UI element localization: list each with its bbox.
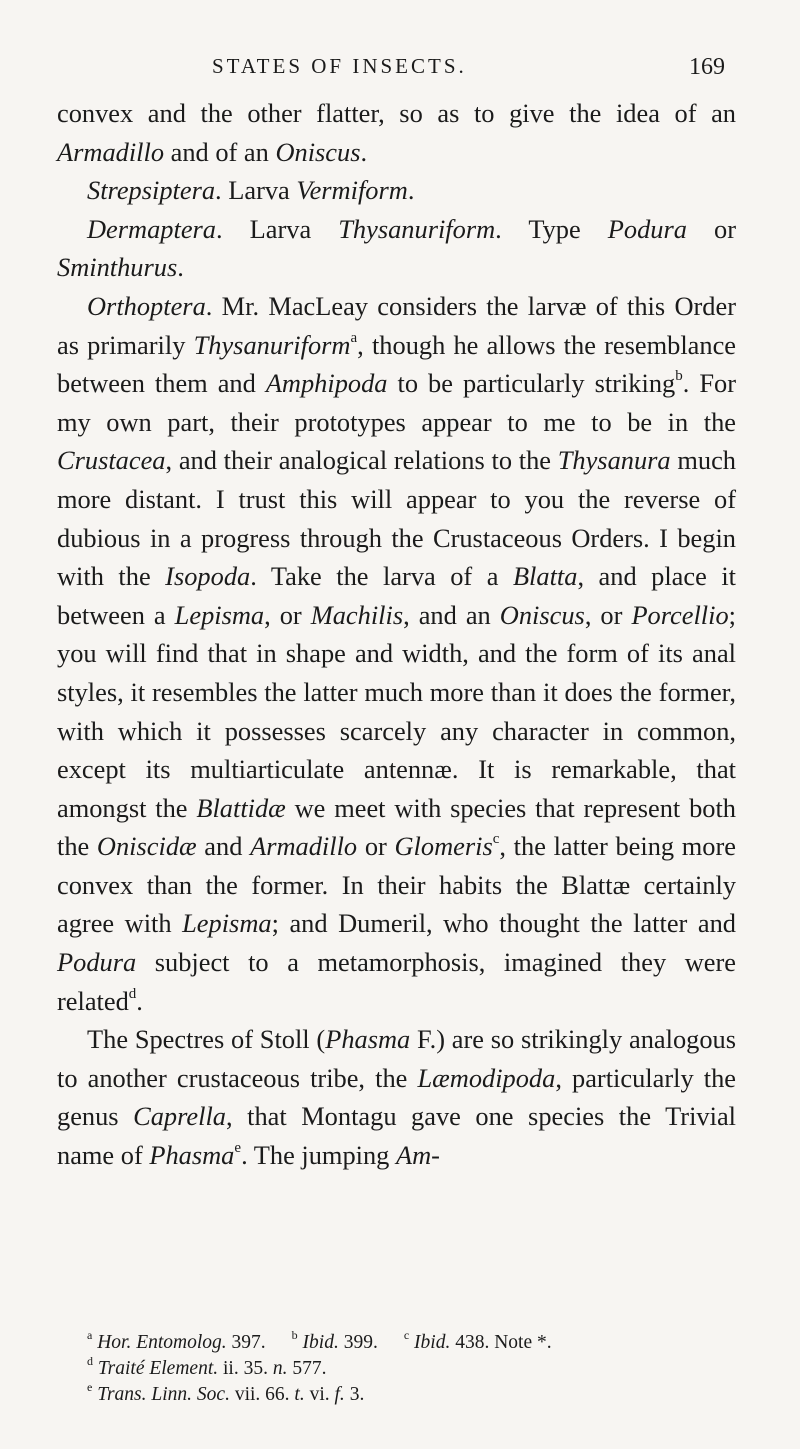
italic-term: Blattidæ	[196, 792, 286, 823]
italic-term: Armadillo	[57, 136, 165, 167]
paragraph-strepsiptera	[57, 171, 736, 210]
text-run: .	[360, 136, 368, 167]
paragraph-orthoptera	[57, 287, 736, 1020]
italic-term: Oniscidæ	[96, 831, 197, 862]
italic-term: Armadillo	[250, 831, 358, 862]
text-run: much more distant. I trust this will appear to you the reverse of dubious in a progress through the Crustaceous Orders. I begin with the	[57, 445, 736, 592]
italic-term: Vermiform	[296, 175, 408, 206]
footnote-mark: c	[403, 1327, 410, 1342]
text-run: convex and the other flatter, so as to give the idea of an	[57, 98, 736, 128]
italic-term: Isopoda	[165, 561, 251, 592]
footnote-text: 397.	[226, 1332, 266, 1353]
italic-term: Oniscus	[275, 136, 361, 167]
text-run: . Larva	[216, 213, 339, 244]
text-run: ; you will find that in shape and width, and the form of its anal styles, it resembles the latter much more than it does the former, with which it possesses scarcely any character in common, except its multiarticulate antennæ. It is remarkable, that amongst the	[57, 599, 737, 823]
footnotes	[87, 1327, 747, 1408]
page-number: 169	[689, 54, 725, 80]
text-run: . Mr. MacLeay considers the larvæ of this Order as primarily	[57, 290, 736, 360]
footnote-line	[87, 1379, 747, 1408]
text-run: , particularly the genus	[57, 1062, 737, 1132]
footnote-source: Ibid.	[302, 1332, 339, 1353]
footnote-line	[87, 1327, 747, 1356]
italic-term: Podura	[607, 213, 687, 244]
text-run: .	[136, 985, 143, 1016]
italic-term: Thysanura	[557, 445, 671, 476]
footnote-ref: d	[128, 985, 137, 1002]
italic-term: Porcellio	[631, 599, 729, 630]
italic-term: Thysanuriform	[338, 213, 496, 244]
text-run: and of an	[164, 136, 276, 167]
text-run: . Larva	[215, 175, 297, 206]
footnote-ref: e	[234, 1140, 242, 1157]
text-run: The Spectres of Stoll (	[87, 1024, 326, 1055]
text-run: , or	[584, 599, 632, 630]
footnote-text: vii. 66.	[229, 1384, 295, 1405]
footnote-text: n.	[272, 1358, 288, 1379]
footnote-text: vi.	[304, 1384, 335, 1405]
text-run: , and their analogical relations to the	[165, 445, 558, 476]
italic-term: Strepsiptera	[87, 175, 216, 206]
text-run: , that Montagu gave one species the Trivial name of	[57, 1101, 736, 1171]
text-run: and	[196, 831, 251, 862]
italic-term: Crustacea	[57, 445, 166, 476]
italic-term: Lepisma	[174, 599, 265, 630]
text-run: F.) are so strikingly analogous to another crustaceous tribe, the	[57, 1024, 736, 1093]
paragraph-dermaptera	[57, 210, 736, 287]
footnote-text: f.	[334, 1384, 345, 1405]
italic-term: Orthoptera	[87, 290, 206, 321]
text-run: .	[177, 252, 184, 283]
text-run: or	[686, 213, 736, 244]
text-run: , though he allows the resemblance between them and	[57, 329, 736, 399]
footnote-source: Ibid.	[414, 1332, 451, 1353]
page-header	[0, 54, 800, 84]
footnote-mark: b	[291, 1327, 298, 1342]
footnote-mark: a	[87, 1327, 93, 1342]
italic-term: Phasma	[149, 1140, 235, 1171]
footnote-ref: a	[350, 329, 358, 346]
footnote-source: Traité Element.	[97, 1358, 219, 1379]
text-run: , and an	[403, 599, 500, 630]
footnote-text: 3.	[344, 1384, 365, 1405]
italic-term: Læmodipoda	[417, 1062, 556, 1093]
italic-term: Lepisma	[182, 908, 272, 939]
footnote-text: 399.	[338, 1332, 378, 1353]
text-run: . For my own part, their prototypes appear to me to be in the	[57, 368, 736, 437]
italic-term: Thysanuriform	[193, 329, 351, 360]
text-run: ; and Dumeril, who thought the latter and	[271, 908, 736, 939]
footnote-text: 577.	[287, 1358, 327, 1379]
italic-term: Blatta	[512, 561, 578, 592]
footnote-ref: c	[492, 831, 500, 848]
body-text	[57, 94, 736, 1175]
footnote-text: 438. Note *.	[450, 1332, 552, 1353]
text-run: to be particularly striking	[387, 368, 676, 399]
footnote-source: Hor. Entomolog.	[97, 1332, 227, 1353]
italic-term: Dermaptera	[87, 213, 217, 244]
text-run: . The jumping	[241, 1140, 396, 1171]
italic-term: Am-	[395, 1140, 440, 1171]
text-run: , and place it between a	[57, 561, 736, 630]
footnote-mark: d	[87, 1353, 93, 1368]
text-run: we meet with species that represent both the	[57, 792, 736, 862]
text-run: subject to a metamorphosis, imagined they were related	[57, 947, 736, 1016]
italic-term: Oniscus	[499, 599, 585, 630]
italic-term: Podura	[57, 947, 137, 978]
text-run: or	[357, 831, 395, 862]
italic-term: Amphipoda	[265, 368, 388, 399]
footnote-line	[87, 1353, 747, 1382]
footnote-mark: e	[87, 1379, 93, 1394]
footnote-ref: b	[675, 368, 683, 385]
italic-term: Glomeris	[394, 831, 493, 862]
text-run: . Type	[495, 213, 608, 244]
paragraph-spectres	[57, 1020, 736, 1174]
italic-term: Phasma	[325, 1024, 411, 1055]
footnote-text: ii. 35.	[218, 1358, 273, 1379]
italic-term: Sminthurus	[57, 252, 178, 283]
footnote-source: Trans. Linn. Soc.	[97, 1384, 230, 1405]
text-run: .	[407, 175, 415, 206]
running-title: STATES OF INSECTS.	[212, 54, 467, 78]
italic-term: Machilis	[310, 599, 404, 630]
text-run: . Take the larva of a	[250, 561, 513, 592]
footnote-text: t.	[294, 1384, 305, 1405]
italic-term: Caprella	[133, 1101, 226, 1132]
text-run: , or	[264, 599, 311, 630]
paragraph-armadillo	[57, 94, 736, 171]
text-run: , the latter being more convex than the former. In their habits the Blattæ certainly agree with	[57, 831, 736, 939]
